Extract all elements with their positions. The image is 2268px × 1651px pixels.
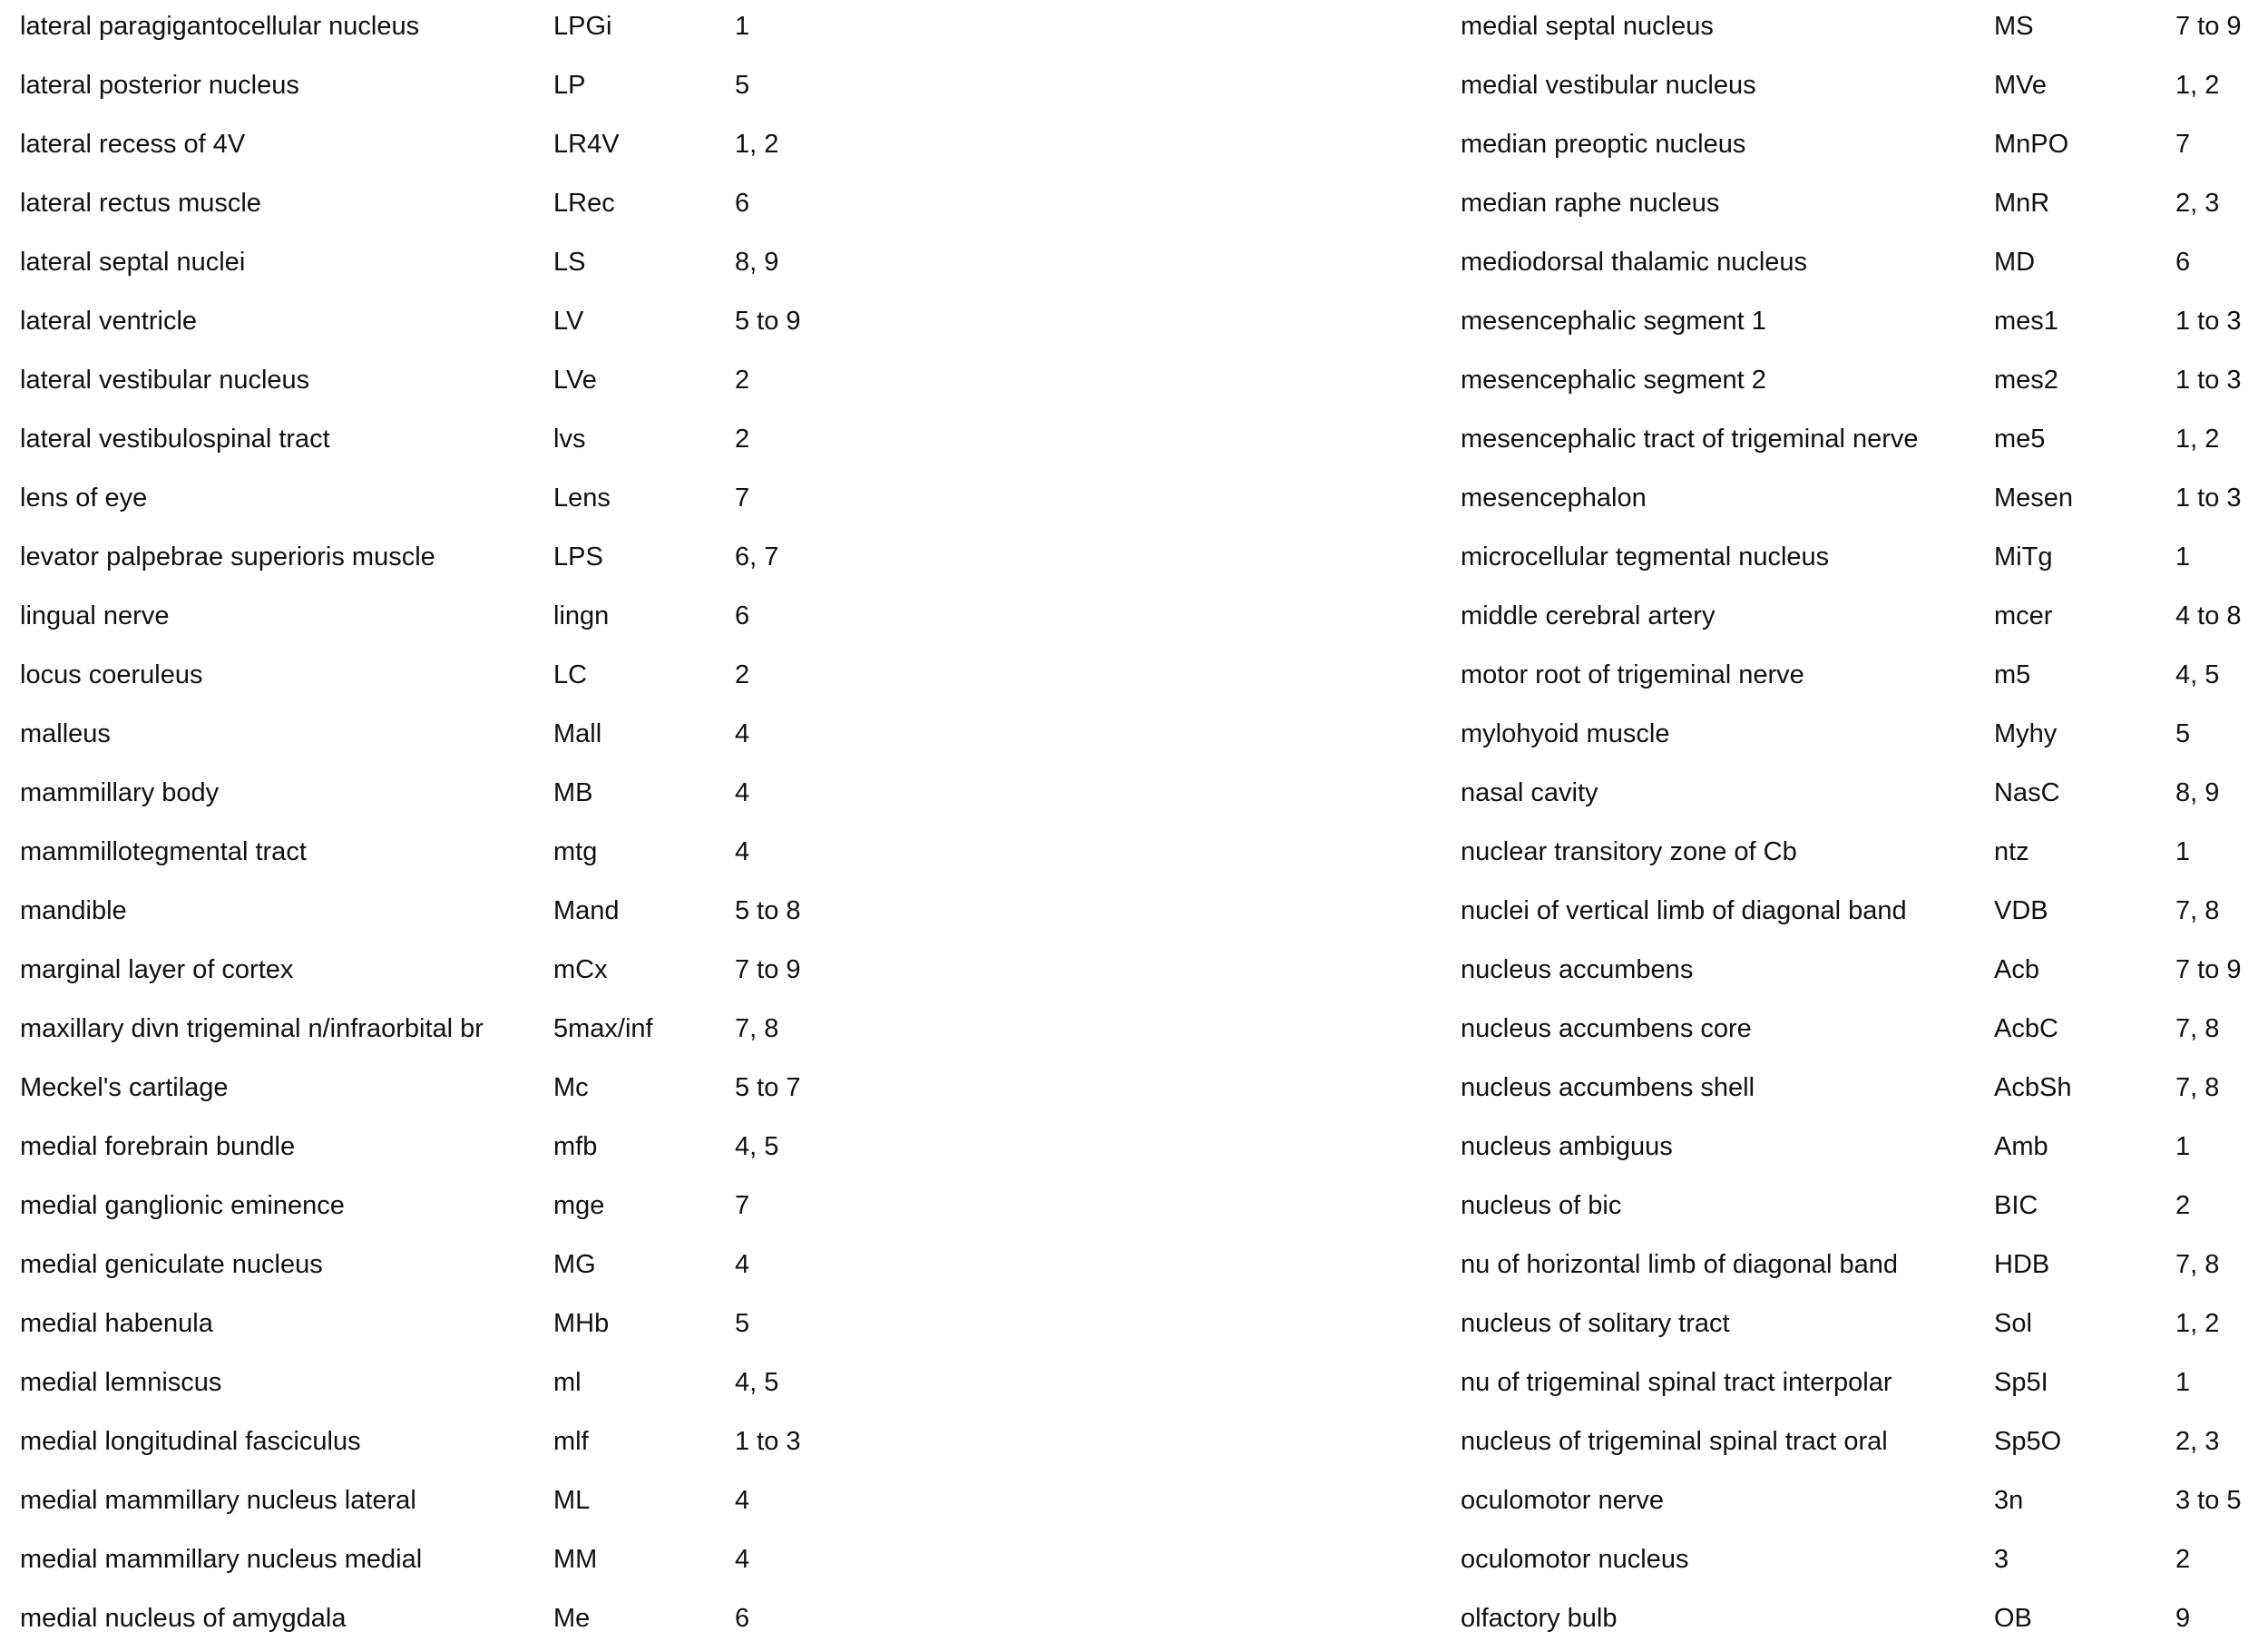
- index-row: [1461, 59, 2259, 118]
- structure-name: locus coeruleus: [20, 660, 203, 689]
- abbreviation: LS: [553, 248, 586, 277]
- abbreviation: AcbSh: [1994, 1073, 2072, 1102]
- structure-name: medial habenula: [20, 1309, 213, 1338]
- abbreviation: MG: [553, 1250, 596, 1279]
- index-row: [20, 649, 927, 708]
- structure-name: lateral recess of 4V: [20, 130, 246, 159]
- figure-numbers: 5 to 8: [735, 896, 801, 925]
- abbreviation: mes1: [1994, 307, 2058, 336]
- figure-numbers: 9: [2175, 1604, 2191, 1633]
- figure-numbers: 1, 2: [735, 130, 779, 159]
- figure-numbers: 4: [735, 719, 750, 748]
- figure-numbers: 6: [735, 189, 750, 218]
- index-row: [1461, 884, 2259, 943]
- figure-numbers: 1, 2: [2175, 1309, 2220, 1338]
- structure-name: mesencephalic tract of trigeminal nerve: [1461, 425, 1919, 454]
- structure-name: mesencephalic segment 2: [1461, 366, 1766, 395]
- structure-name: mylohyoid muscle: [1461, 719, 1670, 748]
- abbreviation: Lens: [553, 484, 611, 513]
- structure-name: nuclei of vertical limb of diagonal band: [1461, 896, 1907, 925]
- figure-numbers: 4, 5: [2175, 660, 2220, 689]
- structure-name: lens of eye: [20, 484, 148, 513]
- structure-name: lateral vestibulospinal tract: [20, 425, 330, 454]
- abbreviation: ML: [553, 1486, 591, 1515]
- abbreviation: Mall: [553, 719, 602, 748]
- index-row: [1461, 1297, 2259, 1356]
- figure-numbers: 4: [735, 1545, 750, 1574]
- structure-name: lateral paragigantocellular nucleus: [20, 12, 420, 41]
- index-row: [1461, 1061, 2259, 1120]
- structure-name: oculomotor nerve: [1461, 1486, 1665, 1515]
- structure-name: malleus: [20, 719, 111, 748]
- abbreviation: MVe: [1994, 71, 2048, 100]
- structure-name: mesencephalic segment 1: [1461, 307, 1766, 336]
- abbreviation: mes2: [1994, 366, 2058, 395]
- index-row: [1461, 295, 2259, 354]
- structure-name: medial mammillary nucleus medial: [20, 1545, 423, 1574]
- figure-numbers: 7, 8: [2175, 1250, 2220, 1279]
- structure-name: levator palpebrae superioris muscle: [20, 542, 435, 572]
- structure-name: nucleus accumbens shell: [1461, 1073, 1755, 1102]
- figure-numbers: 6: [2175, 248, 2191, 277]
- figure-numbers: 2: [735, 366, 750, 395]
- index-row: [20, 590, 927, 649]
- figure-numbers: 7: [735, 1191, 750, 1220]
- index-row: [20, 1061, 927, 1120]
- index-row: [1461, 1474, 2259, 1533]
- abbreviation: mlf: [553, 1427, 589, 1456]
- figure-numbers: 1: [2175, 1368, 2191, 1397]
- abbreviation: Amb: [1994, 1132, 2048, 1161]
- abbreviation: MD: [1994, 248, 2036, 277]
- index-row: [1461, 1002, 2259, 1061]
- abbreviation: MB: [553, 778, 593, 807]
- index-row: [20, 177, 927, 236]
- abbreviation: HDB: [1994, 1250, 2050, 1279]
- abbreviation: mCx: [553, 955, 608, 984]
- structure-name: oculomotor nucleus: [1461, 1545, 1689, 1574]
- index-row: [1461, 826, 2259, 884]
- abbreviation: AcbC: [1994, 1014, 2058, 1043]
- figure-numbers: 5: [735, 71, 750, 100]
- index-row: [20, 1533, 927, 1592]
- figure-numbers: 4, 5: [735, 1132, 779, 1161]
- abbreviation: LR4V: [553, 130, 620, 159]
- index-row: [20, 1356, 927, 1415]
- abbreviation: lvs: [553, 425, 586, 454]
- figure-numbers: 1, 2: [2175, 71, 2220, 100]
- figure-numbers: 7, 8: [2175, 1014, 2220, 1043]
- abbreviation: LVe: [553, 366, 597, 395]
- index-row: [20, 413, 927, 472]
- figure-numbers: 2: [2175, 1545, 2191, 1574]
- structure-name: Meckel's cartilage: [20, 1073, 229, 1102]
- structure-name: nucleus of solitary tract: [1461, 1309, 1730, 1338]
- index-row: [1461, 1415, 2259, 1474]
- abbreviation: LC: [553, 660, 588, 689]
- structure-name: nu of horizontal limb of diagonal band: [1461, 1250, 1899, 1279]
- abbreviation: mfb: [553, 1132, 598, 1161]
- structure-name: mesencephalon: [1461, 484, 1647, 513]
- index-row: [20, 767, 927, 826]
- index-row: [1461, 590, 2259, 649]
- index-row: [20, 884, 927, 943]
- abbreviation: mtg: [553, 837, 598, 866]
- abbreviation: NasC: [1994, 778, 2060, 807]
- figure-numbers: 6: [735, 601, 750, 630]
- abbreviation: Sp5I: [1994, 1368, 2048, 1397]
- abbreviation: LPGi: [553, 12, 612, 41]
- figure-numbers: 1: [2175, 542, 2191, 572]
- abbreviation: LP: [553, 71, 586, 100]
- figure-numbers: 6, 7: [735, 542, 779, 572]
- structure-name: mammillotegmental tract: [20, 837, 307, 866]
- figure-numbers: 1: [735, 12, 750, 41]
- figure-numbers: 5: [735, 1309, 750, 1338]
- structure-name: mediodorsal thalamic nucleus: [1461, 248, 1808, 277]
- index-row: [20, 59, 927, 118]
- index-row: [1461, 118, 2259, 177]
- figure-numbers: 2: [735, 425, 750, 454]
- structure-name: middle cerebral artery: [1461, 601, 1716, 630]
- structure-name: lateral septal nuclei: [20, 248, 246, 277]
- index-row: [20, 826, 927, 884]
- right-column: [1461, 0, 2259, 1651]
- abbreviation: MiTg: [1994, 542, 2053, 572]
- index-row: [20, 118, 927, 177]
- figure-numbers: 5 to 7: [735, 1073, 801, 1102]
- abbreviation: Me: [553, 1604, 591, 1633]
- structure-name: nucleus of bic: [1461, 1191, 1622, 1220]
- structure-name: maxillary divn trigeminal n/infraorbital br: [20, 1014, 484, 1043]
- structure-name: marginal layer of cortex: [20, 955, 294, 984]
- figure-numbers: 7 to 9: [2175, 955, 2242, 984]
- abbreviation: Myhy: [1994, 719, 2058, 748]
- structure-name: mammillary body: [20, 778, 220, 807]
- figure-numbers: 7, 8: [2175, 896, 2220, 925]
- abbreviation: me5: [1994, 425, 2046, 454]
- structure-name: medial ganglionic eminence: [20, 1191, 345, 1220]
- abbreviation: MS: [1994, 12, 2034, 41]
- index-row: [1461, 354, 2259, 413]
- index-row: [1461, 1238, 2259, 1297]
- structure-name: lingual nerve: [20, 601, 170, 630]
- index-row: [20, 0, 927, 59]
- structure-name: nucleus accumbens: [1461, 955, 1694, 984]
- index-row: [1461, 1179, 2259, 1238]
- figure-numbers: 7: [2175, 130, 2191, 159]
- abbreviation: Sp5O: [1994, 1427, 2062, 1456]
- index-row: [20, 1179, 927, 1238]
- structure-name: lateral vestibular nucleus: [20, 366, 310, 395]
- index-row: [1461, 236, 2259, 295]
- structure-name: lateral ventricle: [20, 307, 198, 336]
- abbreviation: 3n: [1994, 1486, 2024, 1515]
- index-row: [1461, 177, 2259, 236]
- figure-numbers: 4, 5: [735, 1368, 779, 1397]
- figure-numbers: 1 to 3: [735, 1427, 801, 1456]
- index-row: [20, 531, 927, 590]
- index-row: [20, 708, 927, 767]
- abbreviation: LV: [553, 307, 584, 336]
- abbreviation: ntz: [1994, 837, 2029, 866]
- figure-numbers: 7 to 9: [735, 955, 801, 984]
- figure-numbers: 8, 9: [2175, 778, 2220, 807]
- structure-name: nucleus ambiguus: [1461, 1132, 1673, 1161]
- structure-name: medial forebrain bundle: [20, 1132, 296, 1161]
- index-row: [1461, 708, 2259, 767]
- index-row: [20, 1002, 927, 1061]
- abbreviation: LPS: [553, 542, 603, 572]
- figure-numbers: 7, 8: [2175, 1073, 2220, 1102]
- figure-numbers: 1, 2: [2175, 425, 2220, 454]
- abbreviation: lingn: [553, 601, 610, 630]
- figure-numbers: 6: [735, 1604, 750, 1633]
- structure-name: medial vestibular nucleus: [1461, 71, 1756, 100]
- figure-numbers: 4: [735, 1250, 750, 1279]
- index-row: [20, 1238, 927, 1297]
- structure-name: nucleus accumbens core: [1461, 1014, 1752, 1043]
- structure-name: nuclear transitory zone of Cb: [1461, 837, 1797, 866]
- index-row: [1461, 472, 2259, 531]
- figure-numbers: 1 to 3: [2175, 366, 2242, 395]
- abbreviation: MM: [553, 1545, 598, 1574]
- figure-numbers: 1: [2175, 1132, 2191, 1161]
- index-row: [20, 1297, 927, 1356]
- figure-numbers: 4 to 8: [2175, 601, 2242, 630]
- figure-numbers: 8, 9: [735, 248, 779, 277]
- index-row: [20, 1474, 927, 1533]
- index-row: [20, 354, 927, 413]
- structure-name: lateral rectus muscle: [20, 189, 261, 218]
- index-row: [1461, 649, 2259, 708]
- index-row: [20, 472, 927, 531]
- index-row: [1461, 943, 2259, 1002]
- figure-numbers: 5 to 9: [735, 307, 801, 336]
- index-row: [1461, 1533, 2259, 1592]
- index-row: [1461, 0, 2259, 59]
- structure-name: medial geniculate nucleus: [20, 1250, 323, 1279]
- figure-numbers: 1: [2175, 837, 2191, 866]
- abbreviation: mge: [553, 1191, 605, 1220]
- figure-numbers: 5: [2175, 719, 2191, 748]
- index-row: [1461, 1120, 2259, 1179]
- index-row: [20, 236, 927, 295]
- abbreviation: ml: [553, 1368, 582, 1397]
- figure-numbers: 1 to 3: [2175, 484, 2242, 513]
- index-row: [1461, 1592, 2259, 1651]
- figure-numbers: 7: [735, 484, 750, 513]
- index-row: [1461, 1356, 2259, 1415]
- index-row: [20, 1592, 927, 1651]
- abbreviation: MHb: [553, 1309, 610, 1338]
- abbreviation: MnR: [1994, 189, 2050, 218]
- abbreviation: m5: [1994, 660, 2031, 689]
- abbreviation: OB: [1994, 1604, 2032, 1633]
- figure-numbers: 4: [735, 837, 750, 866]
- abbreviation: Sol: [1994, 1309, 2032, 1338]
- index-row: [1461, 413, 2259, 472]
- abbreviation: VDB: [1994, 896, 2048, 925]
- figure-numbers: 1 to 3: [2175, 307, 2242, 336]
- figure-numbers: 4: [735, 1486, 750, 1515]
- structure-name: medial nucleus of amygdala: [20, 1604, 347, 1633]
- index-row: [1461, 531, 2259, 590]
- abbreviation: Mand: [553, 896, 620, 925]
- structure-name: lateral posterior nucleus: [20, 71, 299, 100]
- structure-name: medial mammillary nucleus lateral: [20, 1486, 416, 1515]
- figure-numbers: 2: [735, 660, 750, 689]
- figure-numbers: 2: [2175, 1191, 2191, 1220]
- abbreviation: 5max/inf: [553, 1014, 653, 1043]
- abbreviation: BIC: [1994, 1191, 2038, 1220]
- left-column: [20, 0, 927, 1651]
- index-row: [1461, 767, 2259, 826]
- figure-numbers: 3 to 5: [2175, 1486, 2242, 1515]
- structure-name: nu of trigeminal spinal tract interpolar: [1461, 1368, 1892, 1397]
- structure-name: microcellular tegmental nucleus: [1461, 542, 1830, 572]
- abbreviation: mcer: [1994, 601, 2053, 630]
- index-row: [20, 1415, 927, 1474]
- structure-name: nucleus of trigeminal spinal tract oral: [1461, 1427, 1888, 1456]
- abbreviation: Acb: [1994, 955, 2039, 984]
- abbreviation: MnPO: [1994, 130, 2069, 159]
- figure-numbers: 4: [735, 778, 750, 807]
- structure-name: nasal cavity: [1461, 778, 1598, 807]
- structure-name: median preoptic nucleus: [1461, 130, 1746, 159]
- index-row: [20, 943, 927, 1002]
- structure-name: olfactory bulb: [1461, 1604, 1618, 1633]
- figure-numbers: 2, 3: [2175, 189, 2220, 218]
- abbreviation: Mesen: [1994, 484, 2074, 513]
- structure-name: motor root of trigeminal nerve: [1461, 660, 1804, 689]
- abbreviation: LRec: [553, 189, 615, 218]
- structure-name: medial longitudinal fasciculus: [20, 1427, 361, 1456]
- abbreviation: Mc: [553, 1073, 589, 1102]
- figure-numbers: 2, 3: [2175, 1427, 2220, 1456]
- index-row: [20, 295, 927, 354]
- abbreviation: 3: [1994, 1545, 2009, 1574]
- figure-numbers: 7 to 9: [2175, 12, 2242, 41]
- structure-name: median raphe nucleus: [1461, 189, 1720, 218]
- figure-numbers: 7, 8: [735, 1014, 779, 1043]
- structure-name: mandible: [20, 896, 127, 925]
- index-row: [20, 1120, 927, 1179]
- structure-name: medial lemniscus: [20, 1368, 222, 1397]
- structure-name: medial septal nucleus: [1461, 12, 1714, 41]
